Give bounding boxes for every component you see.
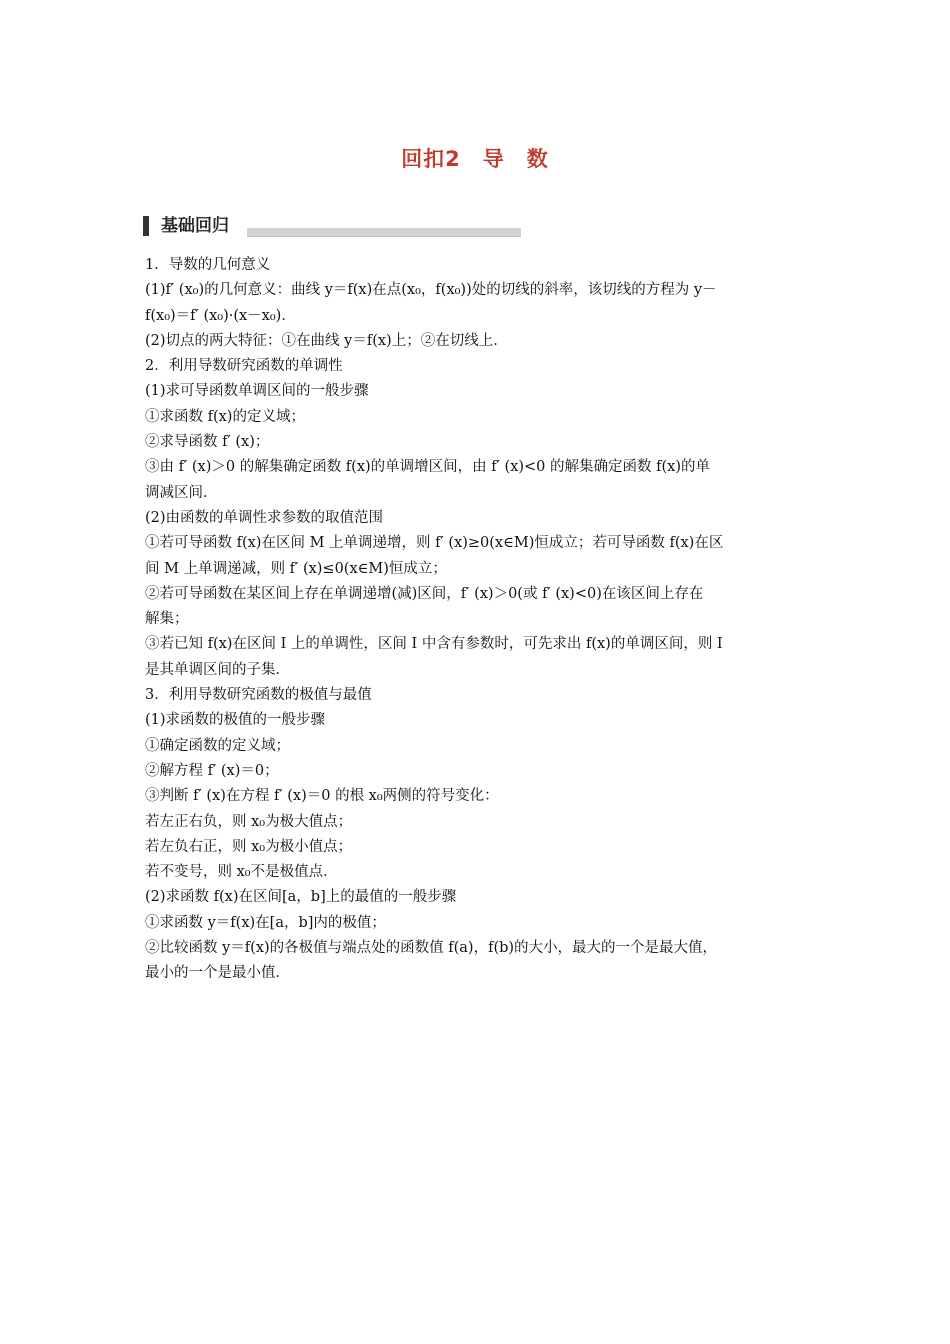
section-rule xyxy=(247,228,521,237)
text-line: ①求函数 f(x)的定义域； xyxy=(145,408,305,425)
text-line: 解集； xyxy=(145,611,189,628)
text-line: ①若可导函数 f(x)在区间 M 上单调递增，则 f′ (x)≥0(x∈M)恒成立；若可导函数 f(x)在区 xyxy=(145,535,724,552)
text-line: f(x₀)＝f′ (x₀)·(x－x₀)． xyxy=(145,307,296,324)
text-line: 若左正右负，则 x₀为极大值点； xyxy=(145,813,353,830)
text-line: 若左负右正，则 x₀为极小值点； xyxy=(145,838,353,855)
text-line: (1)求函数的极值的一般步骤 xyxy=(145,712,326,729)
text-line: ②若可导函数在某区间上存在单调递增(减)区间，f′ (x)＞0(或 f′ (x)<0)在该区间上存在 xyxy=(145,585,704,602)
text-line: (2)由函数的单调性求参数的取值范围 xyxy=(145,509,384,526)
text-line: 3．利用导数研究函数的极值与最值 xyxy=(145,687,372,704)
document-body xyxy=(145,253,810,987)
text-line: ②比较函数 y＝f(x)的各极值与端点处的函数值 f(a)，f(b)的大小，最大的一个是最大值， xyxy=(145,940,718,957)
text-line: 2．利用导数研究函数的单调性 xyxy=(145,358,343,375)
text-line: ③若已知 f(x)在区间 I 上的单调性，区间 I 中含有参数时，可先求出 f(x)的单调区间，则 I xyxy=(145,636,723,653)
text-line: (2)求函数 f(x)在区间[a，b]上的最值的一般步骤 xyxy=(145,889,457,906)
text-line: ①确定函数的定义域； xyxy=(145,737,290,754)
text-line: 间 M 上单调递减，则 f′ (x)≤0(x∈M)恒成立； xyxy=(145,560,447,577)
text-line: (1)求可导函数单调区间的一般步骤 xyxy=(145,383,369,400)
text-line: 1．导数的几何意义 xyxy=(145,257,271,273)
text-line: ③判断 f′ (x)在方程 f′ (x)＝0 的根 x₀两侧的符号变化： xyxy=(145,788,499,805)
section-header xyxy=(143,214,523,238)
text-line: 是其单调区间的子集． xyxy=(145,661,290,678)
text-line: (1)f′ (x₀)的几何意义：曲线 y＝f(x)在点(x₀，f(x₀))处的切线的斜率，该切线的方程为 y－ xyxy=(145,282,717,299)
text-line: 调减区间． xyxy=(145,484,218,501)
text-line: 最小的一个是最小值． xyxy=(145,965,290,982)
text-line: ③由 f′ (x)＞0 的解集确定函数 f(x)的单调增区间，由 f′ (x)<0 的解集确定函数 f(x)的单 xyxy=(145,459,710,476)
page-title: 回扣2 导 数 xyxy=(401,147,549,171)
section-marker-bar xyxy=(143,216,149,236)
text-line: ①求函数 y＝f(x)在[a，b]内的极值； xyxy=(145,914,386,931)
text-line: ②求导函数 f′ (x)； xyxy=(145,434,270,451)
section-title: 基础回归 xyxy=(161,216,229,236)
text-line: 若不变号，则 x₀不是极值点． xyxy=(145,864,338,881)
text-line: ②解方程 f′ (x)＝0； xyxy=(145,762,279,779)
text-line: (2)切点的两大特征：①在曲线 y＝f(x)上；②在切线上． xyxy=(145,332,508,349)
